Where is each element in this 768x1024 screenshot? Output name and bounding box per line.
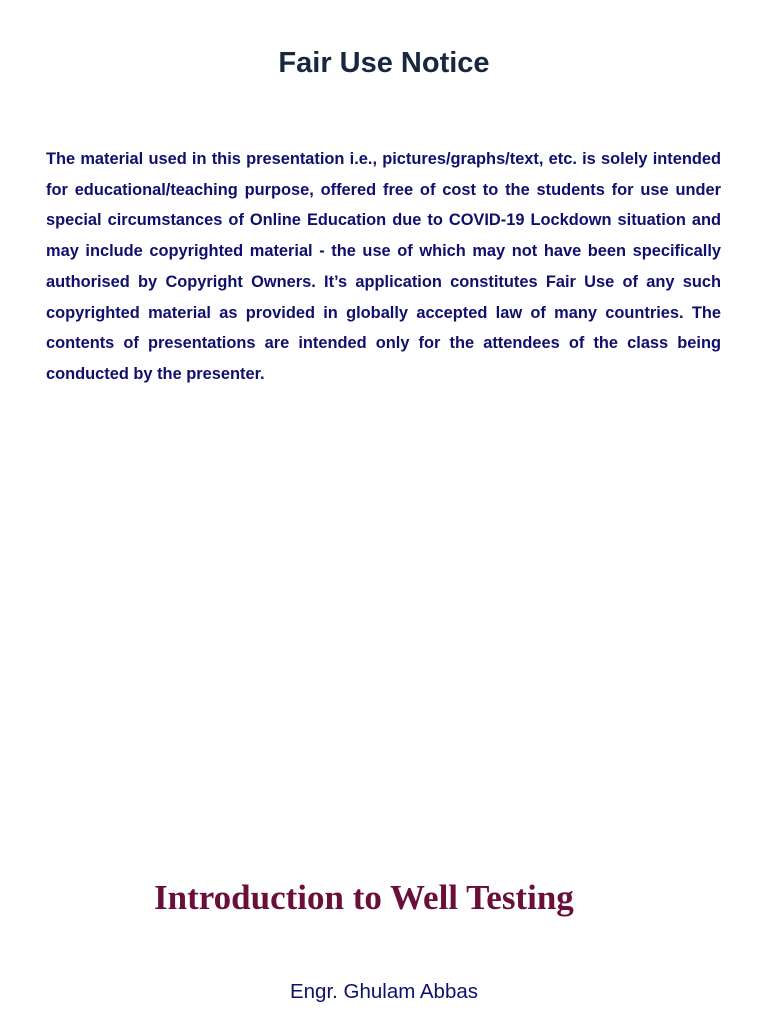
- fair-use-notice-body: The material used in this presentation i.e., pictures/graphs/text, etc. is solely intended for educational/teaching purpose, offered free of cost to the students for use under special circumstances of Online Education due to COVID-19 Lockdown situation and may include copyrighted material - the use of which may not have been specifically authorised by Copyright Owners. It’s application constitutes Fair Use of any such copyrighted material as provided in globally accepted law of many countries. The contents of presentations are intended only for the attendees of the class being conducted by the presenter.: [46, 150, 721, 383]
- presenter-name: Engr. Ghulam Abbas: [289, 980, 479, 1003]
- fair-use-notice-title: Fair Use Notice: [278, 47, 490, 79]
- course-title: Introduction to Well Testing: [154, 878, 574, 917]
